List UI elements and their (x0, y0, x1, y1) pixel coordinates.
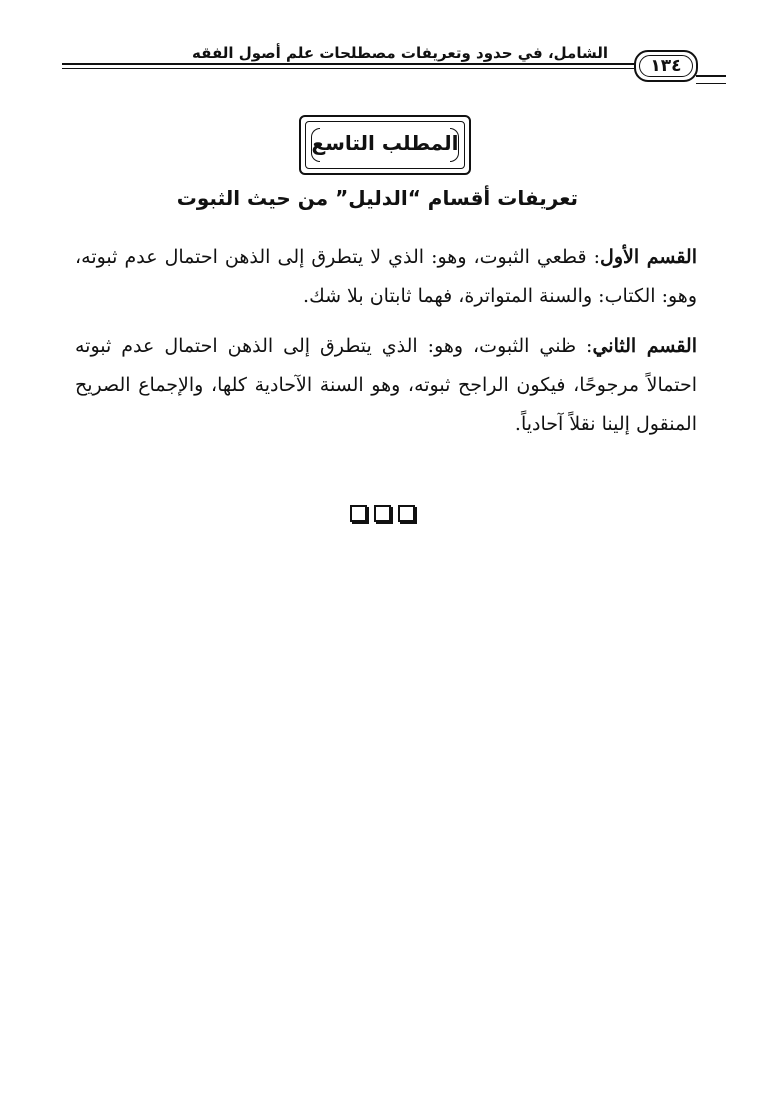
paragraph-lead: القسم الثاني (592, 335, 698, 357)
section-title: المطلب التاسع (311, 131, 459, 155)
header-rule (62, 63, 634, 65)
header-rule-thin (62, 68, 634, 69)
paragraph-text: : ظني الثبوت، وهو: الذي يتطرق إلى الذهن احتمال عدم ثبوته احتمالاً مرجوحًا، فيكون الراجح ثبوته، وهو السنة الآحادية كلها، والإجماع الصريح المنقول إلينا نقلاً آحادياً. (75, 335, 697, 435)
section-title-frame (299, 115, 471, 175)
paragraph-lead: القسم الأول (600, 246, 698, 268)
header-rule-extension (696, 75, 726, 84)
running-title: الشامل، في حدود وتعريفات مصطلحات علم أصول الفقه (192, 44, 608, 62)
page-number-frame (634, 50, 698, 82)
ornament-square (374, 505, 391, 522)
section-end-ornament (350, 505, 415, 522)
paragraph-first-category (75, 238, 697, 316)
ornament-square (350, 505, 367, 522)
subheading: تعريفات أقسام “الدليل” من حيث الثبوت (176, 186, 578, 210)
paragraph-second-category (75, 327, 697, 444)
running-header (62, 40, 698, 88)
ornament-square (398, 505, 415, 522)
page-number: ١٣٤ (639, 55, 693, 77)
paragraph-text: : قطعي الثبوت، وهو: الذي لا يتطرق إلى الذهن احتمال عدم ثبوته، وهو: الكتاب: والسنة المتواترة، فهما ثابتان بلا شك. (75, 246, 697, 307)
